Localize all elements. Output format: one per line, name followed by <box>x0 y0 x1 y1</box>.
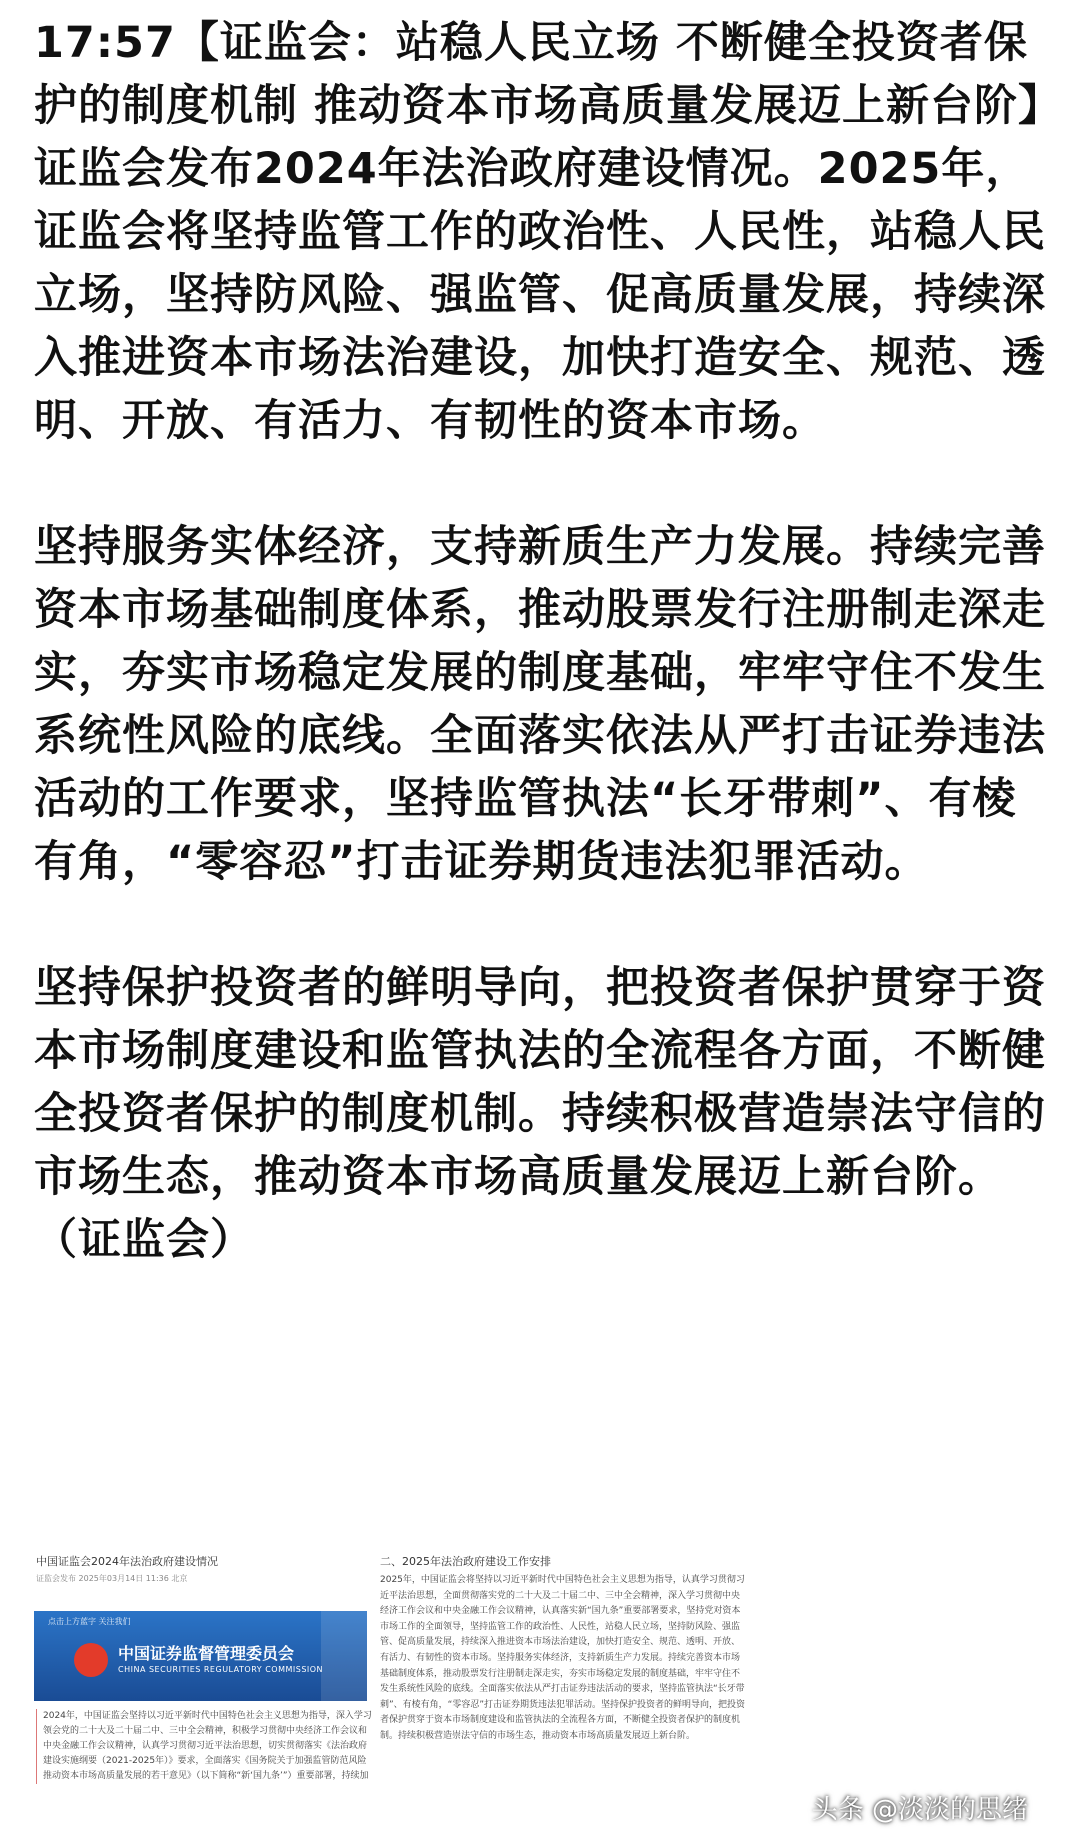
paragraph-2: 坚持服务实体经济，支持新质生产力发展。持续完善资本市场基础制度体系，推动股票发行注册制走深走实，夯实市场稳定发展的制度基础，牢牢守住不发生系统性风险的底线。全面落实依法从严打击证券违法活动的工作要求，坚持监管执法“长牙带刺”、有棱有角，“零容忍”打击证券期货违法犯罪活动。 <box>34 522 1046 887</box>
left-thumbnail <box>30 1555 373 1834</box>
banner-cn-name: 中国证券监督管理委员会 <box>118 1644 295 1663</box>
banner-top-text: 点击上方蓝字 关注我们 <box>48 1617 131 1626</box>
csrc-banner <box>34 1611 367 1701</box>
watermark: 头条 @淡淡的思绪 <box>811 1795 1028 1825</box>
right-thumbnail <box>376 1555 746 1834</box>
right-thumb-title: 二、2025年法治政府建设工作安排 <box>380 1555 551 1568</box>
paragraph-1: 17:57【证监会：站稳人民立场 不断健全投资者保护的制度机制 推动资本市场高质量发展迈上新台阶】证监会发布2024年法治政府建设情况。2025年，证监会将坚持监管工作的政治性、人民性，站稳人民立场，坚持防风险、强监管、促高质量发展，持续深入推进资本市场法治建设，加快打造安全、规范、透明、开放、有活力、有韧性的资本市场。 <box>34 18 1046 446</box>
left-thumb-body <box>36 1709 373 1784</box>
thumb-meta: 证监会发布 2025年03月14日 11:36 北京 <box>36 1574 188 1583</box>
right-thumb-text: 2025年，中国证监会将坚持以习近平新时代中国特色社会主义思想为指导，认真学习贯彻习近平法治思想，全面贯彻落实党的二十大及二十届二中、三中全会精神，深入学习贯彻中央经济工作会议和中央金融工作会议精神，认真落实新“国九条”重要部署要求，坚持党对资本市场工作的全面领导，坚持监管工作的政治性、人民性，站稳人民立场，坚持防风险、强监管、促高质量发展，持续深入推进资本市场法治建设，加快打造安全、规范、透明、开放、有活力、有韧性的资本市场。坚持服务实体经济，支持新质生产力发展。持续完善资本市场基础制度体系，推动股票发行注册制走深走实，夯实市场稳定发展的制度基础，牢牢守住不发生系统性风险的底线。全面落实依法从严打击证券违法活动的要求，坚持监管执法“长牙带刺”、有棱有角，“零容忍”打击证券期货违法犯罪活动。坚持保护投资者的鲜明导向，把投资者保护贯穿于资本市场制度建设和监管执法的全流程各方面，不断健全投资者保护的制度机制。持续积极营造崇法守信的市场生态，推动资本市场高质量发展迈上新台阶。 <box>380 1575 745 1741</box>
article <box>34 12 1050 1272</box>
left-thumb-text: 2024年，中国证监会坚持以习近平新时代中国特色社会主义思想为指导，深入学习领会党的二十大及二十届二中、三中全会精神，积极学习贯彻中央经济工作会议和中央金融工作会议精神，认真学习贯彻习近平法治思想，切实贯彻落实《法治政府建设实施纲要（2021-2025年）》要求，全面落实《国务院关于加强监管防范风险推动资本市场高质量发展的若干意见》（以下简称“新‘国九条’”）重要部署，持续加 <box>43 1711 372 1781</box>
screenshot-thumbnails <box>30 1555 1050 1834</box>
banner-side-plaque <box>321 1611 367 1701</box>
thumb-title: 中国证监会2024年法治政府建设情况 <box>36 1555 218 1568</box>
paragraph-3: 坚持保护投资者的鲜明导向，把投资者保护贯穿于资本市场制度建设和监管执法的全流程各方面，不断健全投资者保护的制度机制。持续积极营造崇法守信的市场生态，推动资本市场高质量发展迈上新台阶。（证监会） <box>34 963 1046 1265</box>
banner-en-name: CHINA SECURITIES REGULATORY COMMISSION <box>118 1665 324 1674</box>
csrc-logo-icon <box>74 1643 108 1677</box>
